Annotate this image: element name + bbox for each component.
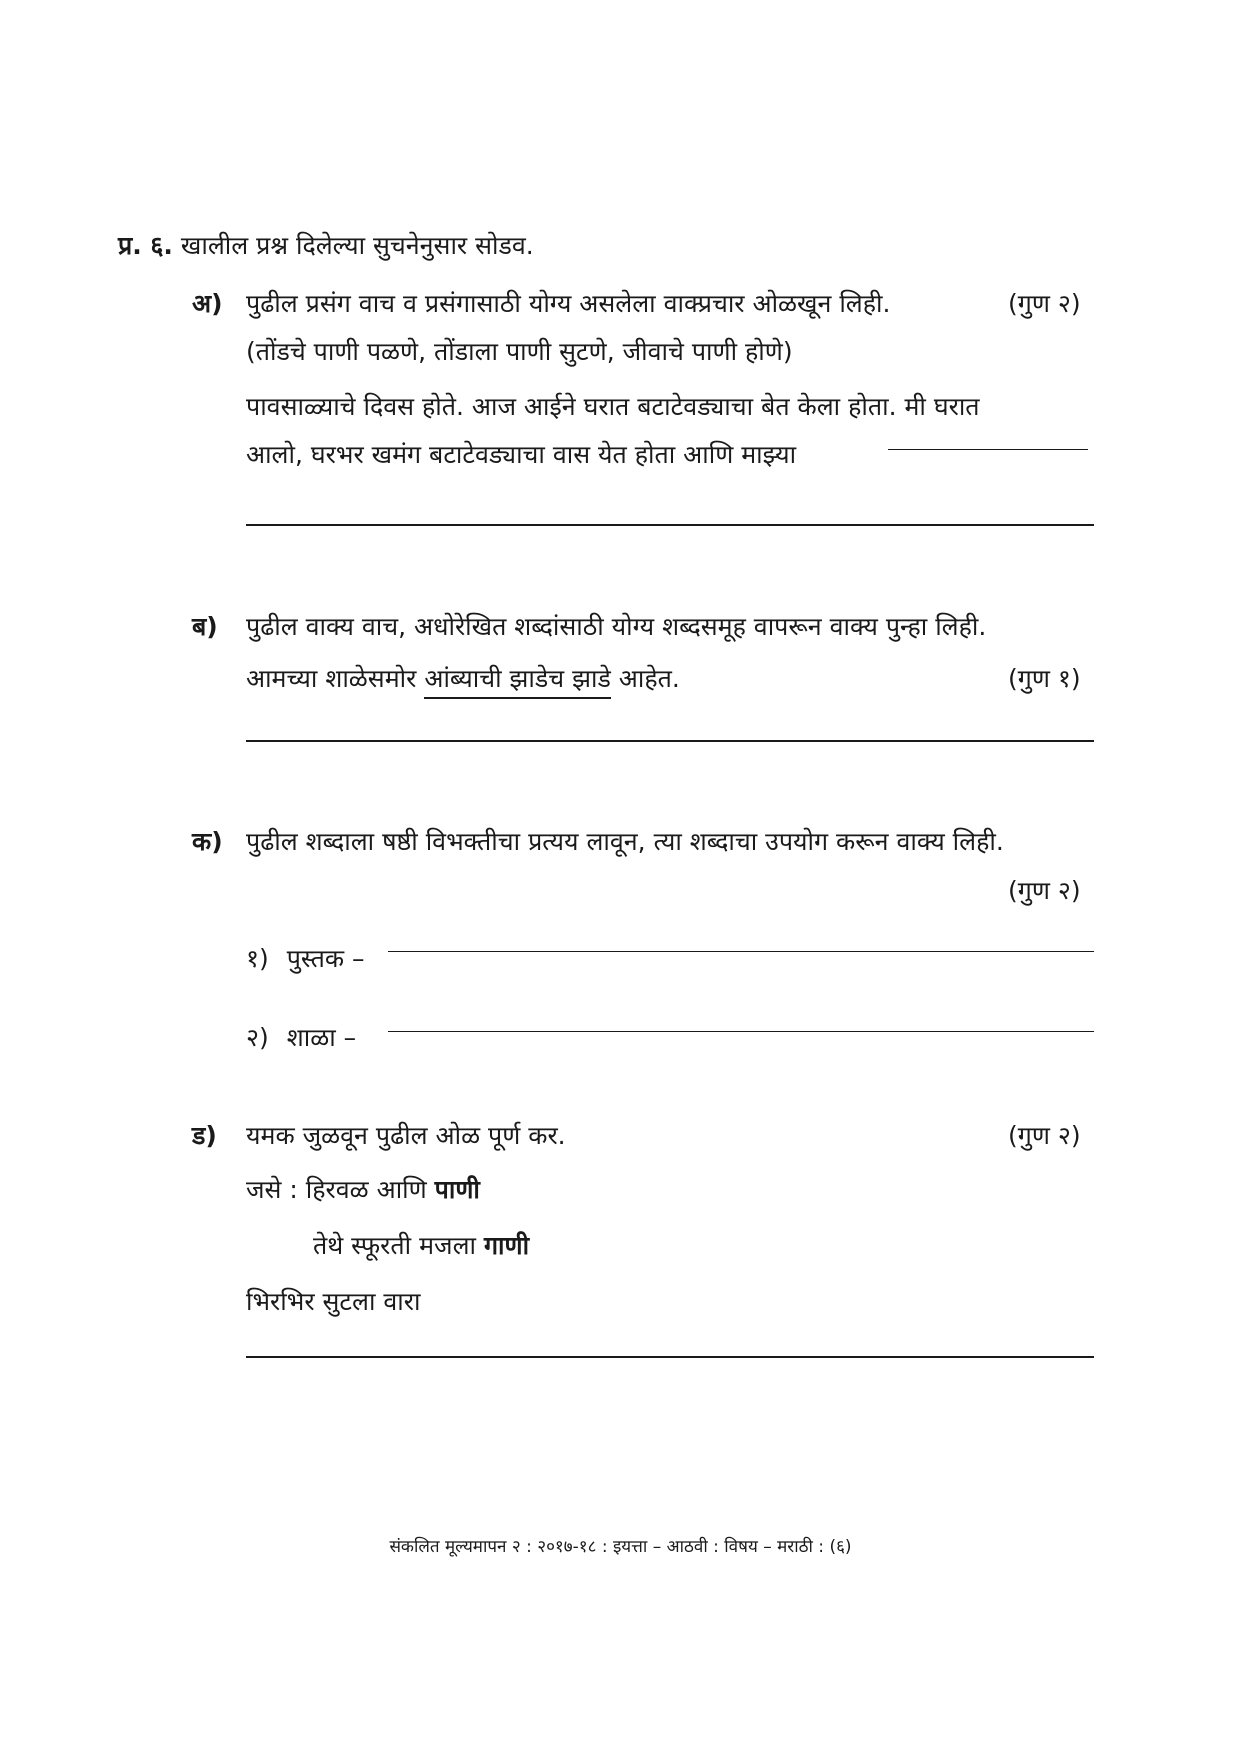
part-a-blank-inline[interactable] xyxy=(888,449,1088,450)
question-header xyxy=(118,229,534,263)
part-a-marks: (गुण २) xyxy=(1008,289,1081,318)
question-number: प्र. ६. xyxy=(118,231,173,260)
part-b-marks: (गुण १) xyxy=(1008,664,1081,693)
page-footer: संकलित मूल्यमापन २ : २०१७-१८ : इयत्ता – आठवी : विषय – मराठी : (६) xyxy=(389,1537,852,1557)
part-b-underlined-words: आंब्याची झाडेच झाडे xyxy=(424,664,611,699)
part-d-example-line2 xyxy=(313,1229,529,1263)
part-c-item-word: शाळा – xyxy=(286,1023,357,1052)
question-instruction: खालील प्रश्न दिलेल्या सुचनेनुसार सोडव. xyxy=(180,231,534,260)
part-b-sentence-end: आहेत. xyxy=(618,664,680,693)
part-c-item1-answer-line[interactable] xyxy=(388,951,1094,952)
part-a-passage-line2: आलो, घरभर खमंग बटाटेवड्याचा वास येत होता आणि माझ्या xyxy=(246,440,797,469)
part-c-item-number: २) xyxy=(246,1023,269,1052)
part-c-prompt: पुढील शब्दाला षष्ठी विभक्तीचा प्रत्यय लावून, त्या शब्दाचा उपयोग करून वाक्य लिही. xyxy=(246,827,1004,856)
part-a-options: (तोंडचे पाणी पळणे, तोंडाला पाणी सुटणे, जीवाचे पाणी होणे) xyxy=(246,337,793,366)
part-c-marks: (गुण २) xyxy=(1008,876,1081,905)
part-c-item-word: पुस्तक – xyxy=(286,944,365,973)
part-c-label: क) xyxy=(192,827,223,856)
part-d-example-line1 xyxy=(246,1173,480,1207)
part-b-answer-line[interactable] xyxy=(246,740,1094,742)
part-a-prompt: पुढील प्रसंग वाच व प्रसंगासाठी योग्य असलेला वाक्प्रचार ओळखून लिही. xyxy=(246,289,891,318)
part-d-example-text: तेथे स्फूरती मजला xyxy=(313,1231,476,1260)
part-b-sentence-start: आमच्या शाळेसमोर xyxy=(246,664,417,693)
part-d-rhyme-word-1: पाणी xyxy=(434,1175,480,1204)
part-d-given-line: भिरभिर सुटला वारा xyxy=(246,1287,421,1316)
part-c-item xyxy=(246,1021,356,1055)
part-b-sentence xyxy=(246,662,680,696)
part-c-item-number: १) xyxy=(246,944,269,973)
part-d-example-prefix: जसे : हिरवळ आणि xyxy=(246,1175,427,1204)
part-c-item xyxy=(246,942,365,976)
part-a-label: अ) xyxy=(192,289,223,318)
part-d-marks: (गुण २) xyxy=(1008,1121,1081,1150)
part-d-label: ड) xyxy=(192,1121,217,1150)
part-d-answer-line[interactable] xyxy=(246,1356,1094,1358)
part-c-item2-answer-line[interactable] xyxy=(388,1031,1094,1032)
part-a-passage-line1: पावसाळ्याचे दिवस होते. आज आईने घरात बटाटेवड्याचा बेत केला होता. मी घरात xyxy=(246,392,980,421)
part-d-prompt: यमक जुळवून पुढील ओळ पूर्ण कर. xyxy=(246,1121,566,1150)
part-b-prompt: पुढील वाक्य वाच, अधोरेखित शब्दांसाठी योग्य शब्दसमूह वापरून वाक्य पुन्हा लिही. xyxy=(246,612,987,641)
part-b-label: ब) xyxy=(192,612,218,641)
part-a-answer-line[interactable] xyxy=(246,524,1094,526)
part-d-rhyme-word-2: गाणी xyxy=(483,1231,530,1260)
